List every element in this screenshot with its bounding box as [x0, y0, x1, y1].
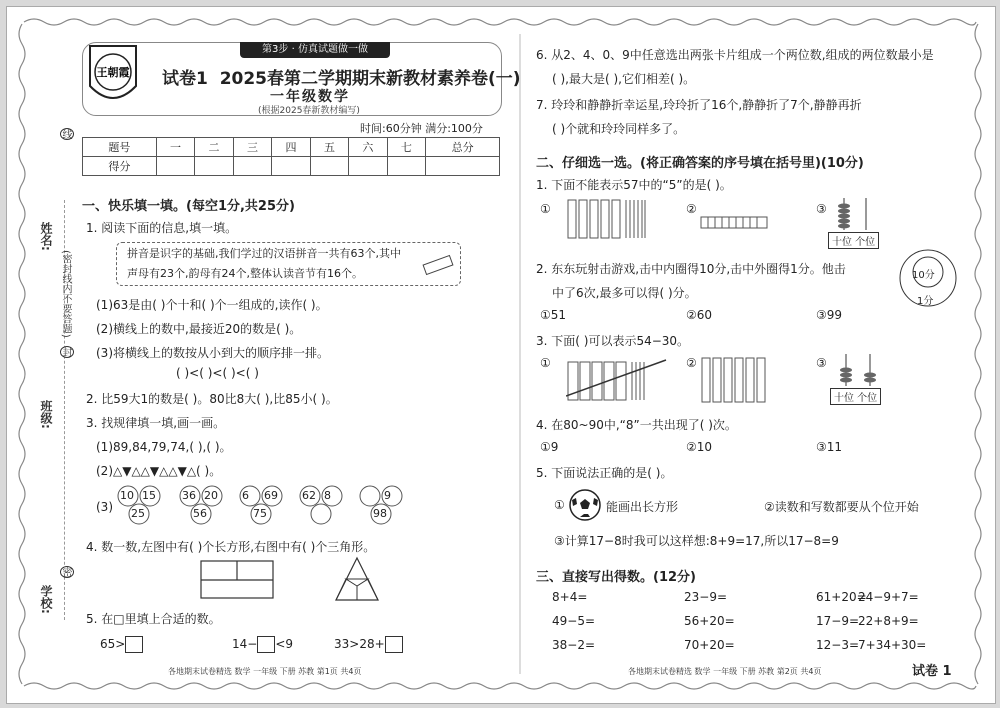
abacus-label: 十位 个位 — [828, 232, 879, 249]
score-input[interactable] — [156, 157, 194, 176]
crossed-sticks-image — [566, 356, 670, 404]
info-box — [116, 242, 461, 286]
flower-value: 10 — [120, 489, 134, 502]
flower-value: 56 — [193, 507, 207, 520]
question-1-1: (1)63是由( )个十和( )个一组成的,读作( )。 — [96, 298, 328, 312]
choice-3-opt-2[interactable]: ② — [686, 356, 697, 370]
choice-4-opt-2[interactable]: ②10 — [686, 440, 713, 454]
choice-5-opt-1[interactable]: 能画出长方形 — [606, 500, 679, 514]
choice-1-opt-1[interactable]: ① — [540, 202, 551, 216]
calc-item[interactable]: 22+8+9= — [858, 614, 919, 628]
question-5: 5. 在□里填上合适的数。 — [86, 612, 221, 626]
question-3: 3. 找规律填一填,画一画。 — [86, 416, 226, 430]
table-cell: 得分 — [83, 157, 157, 176]
exam-subtitle: 一年级数学 — [270, 89, 350, 105]
triangle-figure — [334, 556, 380, 602]
question-2: 2. 比59大1的数是( )。80比8大( ),比85小( )。 — [86, 392, 338, 406]
table-cell: 一 — [156, 138, 194, 157]
flower-value: 75 — [253, 507, 267, 520]
cube-row-image — [700, 214, 770, 230]
flower-pattern — [296, 484, 350, 526]
flower-value: 69 — [264, 489, 278, 502]
bundled-sticks-image — [566, 198, 646, 240]
flower-value: 98 — [373, 507, 387, 520]
calc-item[interactable]: 7+34+30= — [858, 638, 927, 652]
table-cell: 四 — [272, 138, 310, 157]
table-cell: 五 — [310, 138, 348, 157]
line-mark: 线 — [60, 128, 74, 140]
target-inner-label: 10分 — [912, 270, 935, 281]
time-score: 时间:60分钟 满分:100分 — [360, 122, 483, 135]
choice-1-opt-3[interactable]: ③ — [816, 202, 827, 216]
score-input[interactable] — [349, 157, 387, 176]
score-table — [82, 137, 500, 176]
target-outer-label: 1分 — [917, 296, 934, 307]
publisher-logo — [84, 40, 142, 112]
calc-item[interactable]: 23−9= — [684, 590, 728, 604]
step-banner: 第3步 · 仿真试题做一做 — [240, 42, 390, 58]
calc-item[interactable]: 38−2= — [552, 638, 596, 652]
abacus-label: 十位 个位 — [830, 388, 881, 405]
question-7-b: ( )个就和玲玲同样多了。 — [552, 122, 686, 136]
choice-1-opt-2[interactable]: ② — [686, 202, 697, 216]
calc-item[interactable]: 49−5= — [552, 614, 596, 628]
secret-mark: 密 — [60, 566, 74, 578]
answer-box[interactable] — [257, 636, 275, 653]
name-label: 姓名: — [39, 222, 53, 251]
footer-right: 各地期末试卷精选 数学 一年级 下册 苏教 第2页 共4页 — [628, 667, 822, 676]
score-input[interactable] — [233, 157, 271, 176]
score-row — [83, 157, 500, 176]
calc-item[interactable]: 61+20= — [816, 590, 867, 604]
choice-3-opt-1[interactable]: ① — [540, 356, 551, 370]
choice-1: 1. 下面不能表示57中的“5”的是( )。 — [536, 178, 732, 192]
page-label: 试卷 1 — [912, 664, 952, 679]
flower-value: 15 — [142, 489, 156, 502]
choice-5-opt-3[interactable]: ③计算17−8时我可以这样想:8+9=17,所以17−8=9 — [554, 534, 839, 548]
flower-value: 25 — [131, 507, 145, 520]
calc-item[interactable]: 17−9= — [816, 614, 860, 628]
calc-item[interactable]: 56+20= — [684, 614, 735, 628]
question-1: 1. 阅读下面的信息,填一填。 — [86, 221, 238, 235]
question-1-2: (2)横线上的数中,最接近20的数是( )。 — [96, 322, 302, 336]
flower-value: 62 — [302, 489, 316, 502]
choice-2-line-1: 2. 东东玩射击游戏,击中内圈得10分,击中外圈得1分。他击 — [536, 262, 846, 276]
title-main: 2025春第二学期期末新教材素养卷(一) — [219, 69, 521, 89]
flower-pattern — [176, 484, 230, 526]
abacus-icon — [830, 352, 886, 388]
choice-3-opt-3[interactable]: ③ — [816, 356, 827, 370]
class-label: 班级: — [39, 400, 53, 429]
question-6-b: ( ),最大是( ),它们相差( )。 — [552, 72, 696, 86]
table-cell: 题号 — [83, 138, 157, 157]
question-4: 4. 数一数,左图中有( )个长方形,右图中有( )个三角形。 — [86, 540, 376, 554]
score-input[interactable] — [387, 157, 425, 176]
school-label: 学校: — [39, 585, 53, 614]
fill-text: 14− — [232, 637, 258, 651]
choice-4-opt-3[interactable]: ③11 — [816, 440, 843, 454]
flower-value: 20 — [204, 489, 218, 502]
footer-left: 各地期末试卷精选 数学 一年级 下册 苏教 第1页 共4页 — [168, 667, 362, 676]
question-3-1: (1)89,84,79,74,( ),( )。 — [96, 440, 232, 454]
calc-item[interactable]: 12−3= — [816, 638, 860, 652]
question-7: 7. 玲玲和静静折幸运星,玲玲折了16个,静静折了7个,静静再折 — [536, 98, 862, 112]
fill-text: 33>28+ — [334, 637, 385, 651]
seal-mark: 封 — [60, 346, 74, 358]
table-cell: 三 — [233, 138, 271, 157]
seal-line-note: (密封线内不要答题) — [60, 250, 71, 338]
score-header-row — [83, 138, 500, 157]
score-input[interactable] — [310, 157, 348, 176]
calc-item[interactable]: 8+4= — [552, 590, 588, 604]
abacus-icon — [828, 196, 884, 232]
flower-value: 6 — [242, 489, 249, 502]
flower-pattern — [114, 484, 168, 526]
fill-box-1 — [100, 636, 143, 653]
question-3-2: (2)△▼△△▼△△▼△( )。 — [96, 464, 222, 478]
soccer-ball-icon — [568, 488, 602, 522]
fill-box-2 — [232, 636, 293, 653]
choice-2-opt-1[interactable]: ①51 — [540, 308, 567, 322]
section-1-title: 一、快乐填一填。(每空1分,共25分) — [82, 199, 295, 214]
choice-5-opt-1-num[interactable]: ① — [554, 498, 565, 512]
flower-value: 9 — [384, 489, 391, 502]
table-cell: 总分 — [426, 138, 500, 157]
answer-box[interactable] — [125, 636, 143, 653]
flower-pattern — [236, 484, 290, 526]
calc-item[interactable]: 24−9+7= — [858, 590, 919, 604]
choice-2-line-2: 中了6次,最多可以得( )分。 — [552, 286, 697, 300]
flower-value: 36 — [182, 489, 196, 502]
table-cell: 七 — [387, 138, 425, 157]
choice-2-opt-3[interactable]: ③99 — [816, 308, 843, 322]
choice-4-opt-1[interactable]: ①9 — [540, 440, 559, 454]
title-prefix: 试卷1 — [162, 69, 208, 89]
section-3-title: 三、直接写出得数。(12分) — [536, 570, 696, 585]
fill-text: <9 — [275, 637, 294, 651]
score-input[interactable] — [195, 157, 233, 176]
question-1-3: (3)将横线上的数按从小到大的顺序排一排。 — [96, 346, 329, 360]
question-6: 6. 从2、4、0、9中任意选出两张卡片组成一个两位数,组成的两位数最小是 — [536, 48, 934, 62]
info-line-2: 声母有23个,韵母有24个,整体认读音节有16个。 — [127, 267, 363, 280]
flower-pattern — [356, 484, 410, 526]
choice-5-opt-2[interactable]: ②读数和写数都要从个位开始 — [764, 500, 919, 514]
score-input[interactable] — [272, 157, 310, 176]
question-3-3-label: (3) — [96, 500, 113, 514]
cube-columns-image — [700, 356, 770, 404]
table-cell: 六 — [349, 138, 387, 157]
answer-box[interactable] — [385, 636, 403, 653]
exam-note: (根据2025春新教材编写) — [258, 106, 360, 116]
order-blanks[interactable]: ( )<( )<( )<( ) — [176, 366, 259, 380]
rectangle-figure — [200, 560, 275, 600]
choice-2-opt-2[interactable]: ②60 — [686, 308, 713, 322]
choice-3: 3. 下面( )可以表示54−30。 — [536, 334, 690, 348]
flower-value: 8 — [324, 489, 331, 502]
choice-4: 4. 在80~90中,“8”一共出现了( )次。 — [536, 418, 737, 432]
choice-5: 5. 下面说法正确的是( )。 — [536, 466, 673, 480]
section-2-title: 二、仔细选一选。(将正确答案的序号填在括号里)(10分) — [536, 156, 864, 171]
fill-text: 65> — [100, 637, 126, 651]
table-cell: 二 — [195, 138, 233, 157]
calc-item[interactable]: 70+20= — [684, 638, 735, 652]
fill-box-3 — [334, 636, 403, 653]
pencil-icon — [420, 252, 456, 278]
score-input[interactable] — [426, 157, 500, 176]
logo-text: 王朝霞 — [96, 66, 130, 79]
info-line-1: 拼音是识字的基础,我们学过的汉语拼音一共有63个,其中 — [127, 247, 401, 260]
